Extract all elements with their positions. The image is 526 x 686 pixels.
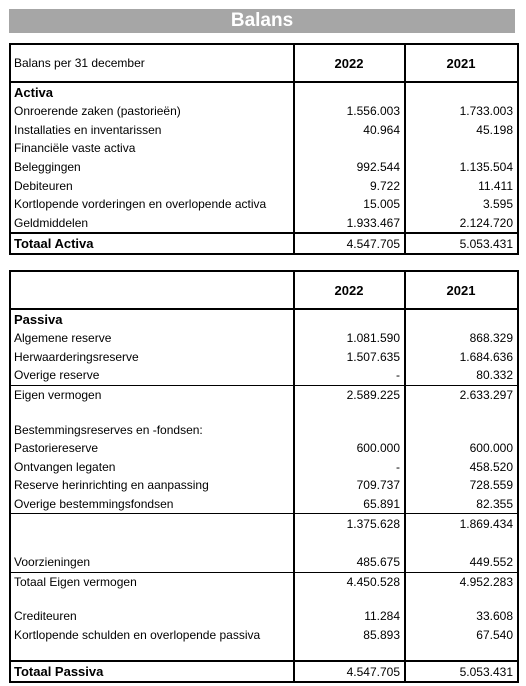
- total-label: Totaal Activa: [10, 233, 294, 254]
- value-2022: 1.556.003: [294, 102, 405, 121]
- row-label: Pastoriereserve: [14, 441, 99, 456]
- total-row: [10, 661, 518, 682]
- spacer-row: [10, 404, 518, 420]
- spacer-row: [10, 591, 518, 607]
- row-label: Installaties en inventarissen: [14, 122, 162, 137]
- row-label: Voorzieningen: [14, 555, 91, 570]
- subtotal-row: [10, 385, 518, 404]
- value-2021: 3.595: [405, 195, 518, 214]
- value-2021: 600.000: [405, 439, 518, 458]
- activa-header-row: [10, 44, 518, 82]
- value-2021: 82.355: [405, 495, 518, 514]
- table-row: [10, 626, 518, 645]
- value-2022: 11.284: [294, 607, 405, 626]
- value-2021: 2.124.720: [405, 214, 518, 234]
- year-2022-header: 2022: [294, 44, 405, 82]
- value-2022: 85.893: [294, 626, 405, 645]
- value-2022: 9.722: [294, 176, 405, 195]
- value-2022: 1.933.467: [294, 214, 405, 234]
- table-row: [10, 439, 518, 458]
- value-2022: 709.737: [294, 476, 405, 495]
- subtotal-row: [10, 514, 518, 533]
- spacer-row: [10, 644, 518, 661]
- table-row: [10, 607, 518, 626]
- balance-date-label: Balans per 31 december: [10, 44, 294, 82]
- table-row: [10, 102, 518, 121]
- row-label: Geldmiddelen: [14, 215, 89, 230]
- value-2021: 2.633.297: [405, 385, 518, 404]
- subheading-row: [10, 420, 518, 439]
- value-2022: -: [294, 366, 405, 385]
- row-label: Financiële vaste activa: [14, 141, 136, 156]
- subtotal-row: [10, 572, 518, 591]
- total-row: [10, 233, 518, 254]
- total-2022: 4.547.705: [294, 661, 405, 682]
- row-label: Ontvangen legaten: [14, 459, 116, 474]
- value-2021: 4.952.283: [405, 572, 518, 591]
- value-2022: 1.375.628: [294, 514, 405, 533]
- section-heading-row: [10, 82, 518, 102]
- year-2021-header: 2021: [405, 271, 518, 309]
- table-row: [10, 158, 518, 177]
- value-2022: -: [294, 458, 405, 477]
- value-2021: 1.733.003: [405, 102, 518, 121]
- value-2022: 4.450.528: [294, 572, 405, 591]
- value-2021: 80.332: [405, 366, 518, 385]
- activa-table: [9, 43, 519, 255]
- table-row: [10, 195, 518, 214]
- value-2021: [405, 139, 518, 158]
- row-label: Overige bestemmingsfondsen: [14, 497, 174, 512]
- row-label: Totaal Eigen vermogen: [10, 572, 294, 591]
- row-label: Kortlopende vorderingen en overlopende activa: [14, 197, 267, 212]
- row-label: Reserve herinrichting en aanpassing: [14, 478, 209, 493]
- table-row: [10, 476, 518, 495]
- row-label: Eigen vermogen: [10, 385, 294, 404]
- total-2021: 5.053.431: [405, 233, 518, 254]
- value-2021: 11.411: [405, 176, 518, 195]
- passiva-table: [9, 270, 519, 683]
- value-2021: 1.135.504: [405, 158, 518, 177]
- row-label: [10, 514, 294, 533]
- row-label: Beleggingen: [14, 160, 81, 175]
- section-heading: Activa: [14, 85, 54, 100]
- header-blank: [10, 271, 294, 309]
- table-row: [10, 329, 518, 348]
- value-2021: 67.540: [405, 626, 518, 645]
- value-2022: 1.081.590: [294, 329, 405, 348]
- value-2021: 1.684.636: [405, 348, 518, 367]
- table-row: [10, 495, 518, 514]
- value-2022: 600.000: [294, 439, 405, 458]
- table-row: [10, 458, 518, 477]
- value-2021: 458.520: [405, 458, 518, 477]
- table-row: [10, 139, 518, 158]
- page-title: Balans: [9, 9, 515, 33]
- value-2022: 40.964: [294, 121, 405, 140]
- passiva-header-row: [10, 271, 518, 309]
- table-row: [10, 366, 518, 385]
- value-2021: 45.198: [405, 121, 518, 140]
- value-2021: 1.869.434: [405, 514, 518, 533]
- value-2022: 65.891: [294, 495, 405, 514]
- table-row: [10, 214, 518, 234]
- section-heading: Passiva: [14, 312, 63, 327]
- row-label: Herwaarderingsreserve: [14, 349, 139, 364]
- row-subheading: Bestemmingsreserves en -fondsen:: [14, 422, 203, 437]
- table-row: [10, 176, 518, 195]
- value-2021: 868.329: [405, 329, 518, 348]
- value-2022: 485.675: [294, 553, 405, 572]
- total-2022: 4.547.705: [294, 233, 405, 254]
- row-label: Debiteuren: [14, 178, 73, 193]
- value-2022: 992.544: [294, 158, 405, 177]
- row-label: Overige reserve: [14, 368, 100, 383]
- value-2021: 33.608: [405, 607, 518, 626]
- table-row: [10, 121, 518, 140]
- value-2022: 15.005: [294, 195, 405, 214]
- value-2022: [294, 139, 405, 158]
- row-label: Onroerende zaken (pastorieën): [14, 104, 181, 119]
- table-row: [10, 348, 518, 367]
- spacer-row: [10, 533, 518, 553]
- year-2021-header: 2021: [405, 44, 518, 82]
- row-label: Kortlopende schulden en overlopende passiva: [14, 628, 261, 643]
- value-2021: 449.552: [405, 553, 518, 572]
- year-2022-header: 2022: [294, 271, 405, 309]
- value-2022: 1.507.635: [294, 348, 405, 367]
- row-label: Crediteuren: [14, 609, 77, 624]
- total-label: Totaal Passiva: [10, 661, 294, 682]
- value-2021: 728.559: [405, 476, 518, 495]
- total-2021: 5.053.431: [405, 661, 518, 682]
- value-2022: 2.589.225: [294, 385, 405, 404]
- section-heading-row: [10, 309, 518, 329]
- table-row: [10, 553, 518, 572]
- row-label: Algemene reserve: [14, 331, 112, 346]
